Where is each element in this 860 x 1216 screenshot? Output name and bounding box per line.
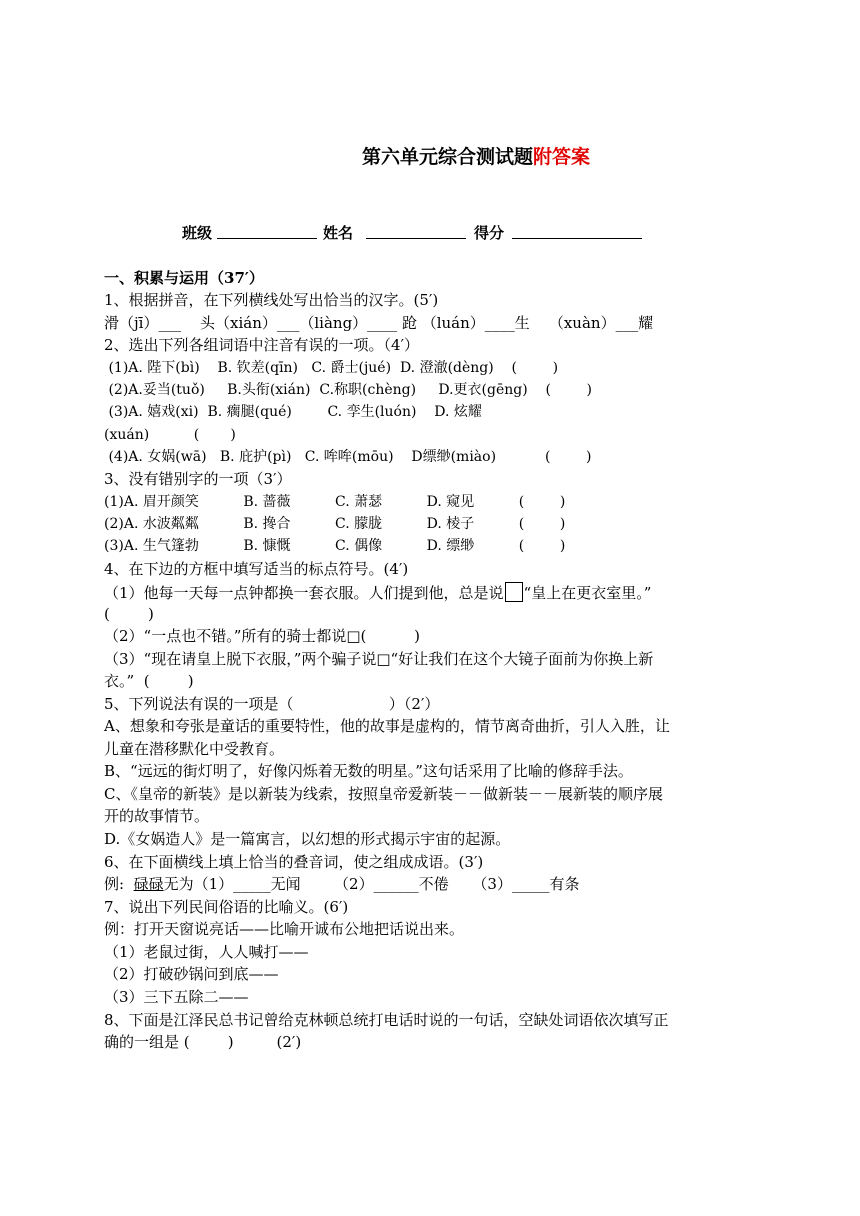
question-3: 3、没有错别字的一项（3′） bbox=[104, 470, 292, 488]
question-5-option-b: B、“远远的街灯明了，好像闪烁着无数的明星。”这句话采用了比喻的修辞手法。 bbox=[104, 762, 633, 780]
question-4-item-2: （2）“一点也不错。”所有的骑士都说□( ) bbox=[104, 627, 420, 645]
question-4: 4、在下边的方框中填写适当的标点符号。(4′) bbox=[104, 560, 409, 578]
question-4-item-1: （1）他每一天每一点钟都换一套衣服。人们提到他，总是说 “皇上在更衣室里。” bbox=[104, 584, 652, 602]
question-2-option-3-cont: (xuán) ( ) bbox=[104, 427, 236, 443]
question-5-option-c: C、《皇帝的新装》是以新装为线索，按照皇帝爱新装－－做新装－－展新装的顺序展 bbox=[104, 785, 663, 803]
question-2: 2、选出下列各组词语中注音有误的一项。（4′） bbox=[104, 336, 419, 354]
class-blank[interactable] bbox=[217, 238, 317, 239]
question-1-items: 滑（jī）___ 头（xián）___（liàng）____ 跄 （luán）____生 （xuàn）___耀 bbox=[104, 314, 654, 332]
question-5-option-a-cont: 儿童在潜移默化中受教育。 bbox=[104, 740, 285, 758]
question-2-option-3: (3)A. 嬉戏(xi) B. 瘸腿(qué) C. 孪生(luón) D. 炫耀 bbox=[104, 404, 482, 420]
question-6-items: 例: 碌碌无为（1）_____无闻 （2）______不倦 （3）_____有条 bbox=[104, 875, 580, 893]
class-label: 班级 bbox=[182, 224, 213, 242]
name-blank[interactable] bbox=[366, 238, 466, 239]
punctuation-box[interactable] bbox=[505, 582, 523, 602]
question-5-option-d: D.《女娲造人》是一篇寓言，以幻想的形式揭示宇宙的起源。 bbox=[104, 830, 511, 848]
question-7-item-2: （2）打破砂锅问到底—— bbox=[104, 965, 279, 983]
question-4-item-3-cont: 衣。” ( ) bbox=[104, 672, 194, 690]
page-title: 第六单元综合测试题附答案 bbox=[362, 146, 591, 168]
score-label: 得分 bbox=[474, 224, 505, 242]
question-3-option-3: (3)A. 生气篷勃 B. 慷慨 C. 偶像 D. 缥缈 ( ) bbox=[104, 538, 566, 554]
question-5-option-c-cont: 开的故事情节。 bbox=[104, 807, 210, 825]
question-2-option-2: (2)A.妥当(tuǒ) B.头衔(xián) C.称职(chèng) D.更衣(gēng) ( ) bbox=[104, 382, 592, 398]
question-7-example: 例：打开天窗说亮话——比喻开诚布公地把话说出来。 bbox=[104, 920, 465, 938]
example-answer: 碌碌 bbox=[133, 875, 164, 893]
name-label: 姓名 bbox=[323, 224, 354, 242]
question-7-item-3: （3）三下五除二—— bbox=[104, 988, 249, 1006]
question-8-cont: 确的一组是 ( ) (2′) bbox=[104, 1033, 302, 1051]
score-blank[interactable] bbox=[512, 238, 642, 239]
question-3-option-2: (2)A. 水波粼粼 B. 搀合 C. 朦胧 D. 棱子 ( ) bbox=[104, 516, 566, 532]
question-5: 5、下列说法有误的一项是（ ）（2′） bbox=[104, 695, 440, 713]
question-7: 7、说出下列民间俗语的比喻义。(6′) bbox=[104, 898, 349, 916]
question-4-item-3: （3）“现在请皇上脱下衣服，”两个骗子说□“好让我们在这个大镜子面前为你换上新 bbox=[104, 650, 654, 668]
answer-suffix: 附答案 bbox=[533, 146, 591, 168]
question-2-option-4: (4)A. 女娲(wā) B. 庇护(pì) C. 哞哞(mōu) D缥缈(miào) ( ) bbox=[104, 449, 592, 465]
question-1: 1、根据拼音，在下列横线处写出恰当的汉字。(5′) bbox=[104, 291, 439, 309]
question-7-item-1: （1）老鼠过街，人人喊打—— bbox=[104, 943, 309, 961]
question-6: 6、在下面横线上填上恰当的叠音词，使之组成成语。(3′) bbox=[104, 853, 484, 871]
question-2-option-1: (1)A. 陛下(bì) B. 钦差(qīn) C. 爵士(jué) D. 澄澈(dèng) ( ) bbox=[104, 360, 559, 376]
question-3-option-1: (1)A. 眉开颜笑 B. 蔷薇 C. 萧瑟 D. 窥见 ( ) bbox=[104, 494, 566, 510]
question-8: 8、下面是江泽民总书记曾给克林顿总统打电话时说的一句话，空缺处词语依次填写正 bbox=[104, 1011, 669, 1029]
section-heading: 一、积累与运用（37′） bbox=[104, 269, 264, 287]
question-5-option-a: A、想象和夸张是童话的重要特性，他的故事是虚构的，情节离奇曲折，引人入胜，让 bbox=[104, 717, 670, 735]
question-4-item-1-cont: ( ) bbox=[104, 605, 154, 623]
